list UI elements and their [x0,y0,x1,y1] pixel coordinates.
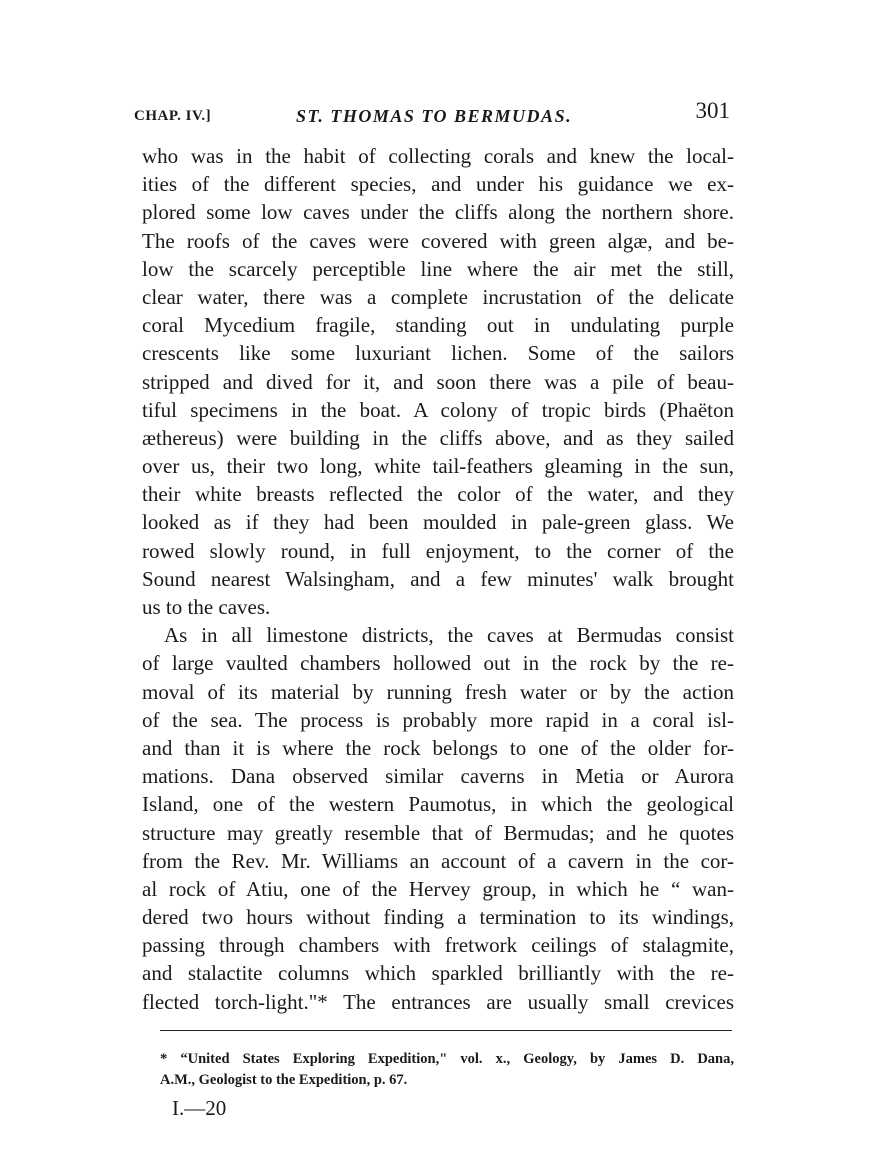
text-line: looked as if they had been moulded in pale-green glass. We [142,510,734,535]
text-line: low the scarcely perceptible line where the air met the still, [142,256,734,281]
text-line: us to the caves. [142,595,271,619]
text-line: tiful specimens in the boat. A colony of tropic birds (Phaëton [142,397,734,422]
running-title: ST. THOMAS TO BERMUDAS. [296,106,573,126]
text-line: æthereus) were building in the cliffs above, and as they sailed [142,425,734,450]
text-line: of the sea. The process is probably more rapid in a coral isl- [142,707,734,732]
text-line: flected torch-light."* The entrances are usually small crevices [142,989,734,1014]
text-line: rowed slowly round, in full enjoyment, to the corner of the [142,538,734,563]
text-line: of large vaulted chambers hollowed out in the rock by the re- [142,651,734,676]
text-line: plored some low caves under the cliffs along the northern shore. [142,200,734,225]
text-line: Island, one of the western Paumotus, in which the geological [142,792,734,817]
signature-mark: I.—20 [172,1096,227,1120]
footnote [160,1049,734,1091]
text-line: coral Mycedium fragile, standing out in undulating purple [142,313,734,338]
text-line: who was in the habit of collecting corals and knew the local- [142,144,734,168]
text-line: The roofs of the caves were covered with green algæ, and be- [142,228,734,253]
text-line: passing through chambers with fretwork ceilings of stalagmite, [142,933,734,958]
text-line: ities of the different species, and under his guidance we ex- [142,172,734,197]
body-text [142,142,734,1016]
text-line: from the Rev. Mr. Williams an account of a cavern in the cor- [142,848,734,873]
page-number: 301 [695,98,730,123]
text-line: and stalactite columns which sparkled brilliantly with the re- [142,961,734,986]
text-line: dered two hours without finding a termination to its windings, [142,905,734,930]
text-line: over us, their two long, white tail-feathers gleaming in the sun, [142,454,734,479]
text-line: al rock of Atiu, one of the Hervey group, in which he “ wan- [142,876,734,901]
text-line: moval of its material by running fresh water or by the action [142,679,734,704]
chapter-label: CHAP. IV.] [134,108,212,124]
text-line: stripped and dived for it, and soon there was a pile of beau- [142,369,734,394]
text-line: clear water, there was a complete incrustation of the delicate [142,284,734,309]
footnote-line: * “United States Exploring Expedition," vol. x., Geology, by James D. Dana, [160,1051,734,1067]
text-line: mations. Dana observed similar caverns in Metia or Aurora [142,764,734,789]
text-line: and than it is where the rock belongs to one of the older for- [142,735,734,760]
text-line: Sound nearest Walsingham, and a few minutes' walk brought [142,566,734,591]
footnote-line: A.M., Geologist to the Expedition, p. 67. [160,1072,408,1088]
text-line: crescents like some luxuriant lichen. Some of the sailors [142,341,734,366]
text-line: structure may greatly resemble that of Bermudas; and he quotes [142,820,734,845]
footnote-rule [160,1030,732,1031]
text-line: As in all limestone districts, the caves at Bermudas consist [164,623,734,648]
text-line: their white breasts reflected the color of the water, and they [142,482,734,507]
running-head [134,98,730,128]
